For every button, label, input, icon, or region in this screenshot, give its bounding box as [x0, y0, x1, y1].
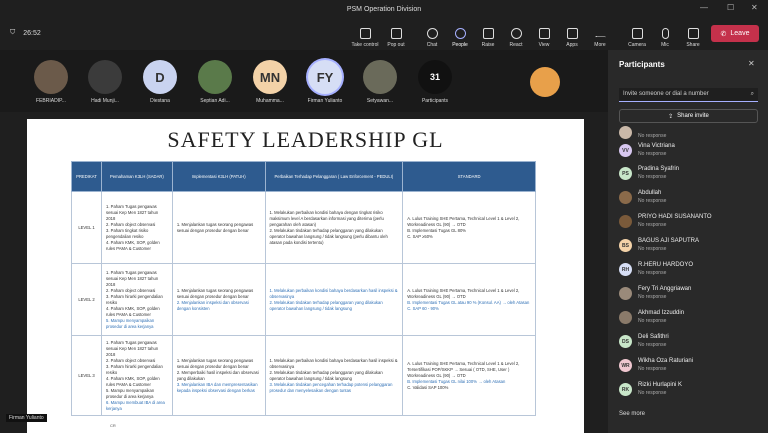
participant-tile[interactable]: MN Muhamma...: [250, 60, 290, 104]
avatar: PS: [619, 167, 632, 180]
shared-slide: [27, 119, 584, 433]
share-button[interactable]: Share: [677, 22, 709, 48]
grid-icon: [539, 28, 550, 39]
avatar: [198, 60, 232, 94]
avatar: [88, 60, 122, 94]
standard-cell: A. Lulus Training SHE Pertama, Technical Level 1 & Level 2, Workreadiness GL (90) → OTD B. Implementasi Tugas GL 80% C. SAP ≥50%: [403, 192, 536, 264]
avatar: D: [143, 60, 177, 94]
list-item[interactable]: No response: [619, 123, 759, 141]
pop-out-icon: [391, 28, 402, 39]
participant-tile[interactable]: FEBRIADIP...: [31, 60, 71, 104]
phone-icon: ✆: [720, 30, 727, 38]
pemahaman-cell: 1. Paham Tugas pengawas sesuai Kep Men 1827 tahun 2018 2. Paham object observasi 3. Paham hirarki pengendalian resiko 4. Paham KMK, SOP, golden rules PAMA & Customer 5. Mampu menyampaikan prosedur di area kerjanya: [102, 264, 173, 336]
header-implementasi: Implementasi K3LH (PATUH): [172, 162, 265, 192]
people-button[interactable]: People: [444, 22, 476, 48]
more-icon: [595, 36, 606, 39]
list-item[interactable]: WR Wikha Oza Raturiani No response: [619, 356, 759, 374]
avatar: MN: [253, 60, 287, 94]
perbaikan-cell: 1. Melakukan perbaikan kondisi bahaya dengan tingkat risiko maksimum level A berdasarkan informasi yang diterima (perlu pengarahan oleh atasan) 2. Melakukan tindakan terhadap pelanggaran yang dilakukan operator bawahan langsung / tidak langsung (perlu dibantu oleh atasan pada kondisi tertentu): [265, 192, 403, 264]
take-control-button[interactable]: Take control: [349, 22, 381, 48]
hand-icon: [483, 28, 494, 39]
window-titlebar: [0, 0, 768, 18]
participant-tile-active-speaker[interactable]: FY Firman Yulianto: [305, 60, 345, 104]
list-item[interactable]: Fery Tri Anggriawan No response: [619, 284, 759, 302]
level-cell: LEVEL 2: [72, 264, 102, 336]
header-perbaikan: Perbaikan Terhadap Pelanggaran ( Law Enforcement - PEDULI): [265, 162, 403, 192]
participants-panel: [608, 50, 768, 433]
avatar: RH: [619, 263, 632, 276]
chat-icon: [427, 28, 438, 39]
meeting-timer: [10, 29, 41, 37]
header-standard: STANDARD: [403, 162, 536, 192]
table-row: [72, 264, 536, 336]
minimize-icon[interactable]: —: [700, 3, 708, 12]
participant-tile[interactable]: Hadi Munji...: [85, 60, 125, 104]
window-title: PSM Operation Division: [346, 5, 422, 13]
avatar: [619, 311, 632, 324]
perbaikan-cell: 1. Melakukan perbaikan kondisi bahaya berdasarkan hasil inspeksi & observasinya 2. Melakukan tindakan terhadap pelanggaran yang dilakukan operator bawahan langsung / tidak langsung 3. Melakukan tindakan pencegahan terhadap potensi pelanggaran prosedur dan menyelesaikan dengan tuntas: [265, 336, 403, 416]
meeting-toolbar: [0, 18, 768, 50]
avatar: WR: [619, 359, 632, 372]
search-icon[interactable]: ⌕: [750, 91, 754, 97]
avatar: FY: [308, 60, 342, 94]
implementasi-cell: 1. Menjalankan tugas seorang pengawas sesuai dengan prosedur dengan benar 2. Menjalankan inspeksi dan observasi dengan konsisten: [172, 264, 265, 336]
avatar: VV: [619, 144, 632, 157]
list-item[interactable]: Abdullah No response: [619, 188, 759, 206]
list-item[interactable]: DS Deli Safithri No response: [619, 332, 759, 350]
implementasi-cell: 1. Menjalankan tugas seorang pengawas sesuai dengan prosedur dengan benar: [172, 192, 265, 264]
mic-button[interactable]: Mic: [649, 22, 681, 48]
list-item[interactable]: Akhmad Izzuddin No response: [619, 308, 759, 326]
close-icon[interactable]: ✕: [748, 59, 755, 68]
list-item[interactable]: BS BAGUS AJI SAPUTRA No response: [619, 236, 759, 254]
slide-title: SAFETY LEADERSHIP GL: [167, 127, 444, 152]
share-icon: [688, 28, 699, 39]
avatar: RK: [619, 383, 632, 396]
chat-button[interactable]: Chat: [416, 22, 448, 48]
see-more-link[interactable]: See more: [619, 411, 646, 417]
participant-strip: [0, 50, 608, 112]
list-item[interactable]: RK Rizki Hurlapini K No response: [619, 380, 759, 398]
view-button[interactable]: View: [528, 22, 560, 48]
level-cell: LEVEL 3: [72, 336, 102, 416]
camera-icon: [632, 28, 643, 39]
participants-count: 31: [418, 60, 452, 94]
list-item[interactable]: RH R.HERU HARDOYO No response: [619, 260, 759, 278]
apps-icon: [567, 28, 578, 39]
avatar: [34, 60, 68, 94]
participants-count-tile[interactable]: 31 Participants: [415, 60, 455, 104]
pop-out-button[interactable]: Pop out: [380, 22, 412, 48]
implementasi-cell: 1. Menjalankan tugas seorang pengawas sesuai dengan prosedur dengan benar 2. Memperbaiki hasil inspeksi dan observasi yang dilakukan 3. Menjalankan IBA dan mempresentasikan kepada inspeksi observasi dengan berkas: [172, 336, 265, 416]
smiley-icon: [511, 28, 522, 39]
avatar: BS: [619, 239, 632, 252]
participant-tile[interactable]: D Diestana: [140, 60, 180, 104]
maximize-icon[interactable]: ☐: [727, 3, 735, 12]
timer-text: 26:52: [23, 29, 41, 37]
camera-button[interactable]: Camera: [621, 22, 653, 48]
shield-icon: ⛉: [10, 29, 16, 36]
perbaikan-cell: 1. Melakukan perbaikan kondisi bahaya berdasarkan hasil inspeksi & observasinya 2. Melakukan tindakan terhadap pelanggaran yang dilakukan operator bawahan langsung / tidak langsung: [265, 264, 403, 336]
react-button[interactable]: React: [500, 22, 532, 48]
avatar: [619, 191, 632, 204]
leave-button[interactable]: ✆ Leave: [711, 25, 759, 42]
invite-input[interactable]: Invite someone or dial a number ⌕: [619, 88, 758, 102]
corner-text: CR: [110, 423, 116, 428]
share-invite-button[interactable]: ⇪ Share invite: [619, 109, 758, 123]
participant-tile[interactable]: Septian Adi...: [195, 60, 235, 104]
header-pemahaman: Pemahaman K3LH (SADAR): [102, 162, 173, 192]
table-row: [72, 336, 536, 416]
speaker-name-tag: Firman Yulianto: [6, 414, 47, 422]
avatar: DS: [619, 335, 632, 348]
avatar: [530, 67, 560, 97]
mic-muted-icon: [662, 28, 669, 39]
raise-hand-button[interactable]: Raise: [472, 22, 504, 48]
pemahaman-cell: 1. Paham Tugas pengawas sesuai Kep Men 1827 tahun 2018 2. Paham object observasi 3. Paham tingkat risiko pengendalian resiko 4. Paham KMK, SOP, golden rules PAMA & Customer: [102, 192, 173, 264]
list-item[interactable]: PS Pradina Syafrin No response: [619, 164, 759, 182]
standard-cell: A. Lulus Training SHE Pertama, Technical Level 1 & Level 2, Tersertifikasi POP/SKKP → Sesuai ( OTD, SHE, User ) Workreadiness GL (90) → OTD B. Implementasi Tugas GL nilai 100% → oleh Atasan C. Validasi SAP 100%: [403, 336, 536, 416]
avatar: [363, 60, 397, 94]
list-item[interactable]: PRIYO HADI SUSANANTO No response: [619, 212, 759, 230]
standard-cell: A. Lulus Training SHE Pertama, Technical Level 1 & Level 2, Workreadiness GL (90) → OTD B. Implementasi Tugas GL atau 90 % (Konsul. AA) → oleh Atasan C. SAP 60 - 90%: [403, 264, 536, 336]
apps-button[interactable]: Apps: [556, 22, 588, 48]
level-cell: LEVEL 1: [72, 192, 102, 264]
avatar: [619, 126, 632, 139]
take-control-icon: [360, 28, 371, 39]
close-window-icon[interactable]: ✕: [751, 3, 758, 12]
list-item[interactable]: VV Vina Victriana No response: [619, 141, 759, 159]
leadership-table: [71, 161, 536, 416]
avatar: [619, 287, 632, 300]
header-predikat: PREDIKAT: [72, 162, 102, 192]
people-icon: [455, 28, 466, 39]
pemahaman-cell: 1. Paham Tugas pengawas sesuai Kep Men 1827 tahun 2018 2. Paham object observasi 3. Paham hirarki pengendalian resiko 4. Paham KMK, SOP, golden rules PAMA & Customer 5. Mampu menyampaikan prosedur di area kerjanya 6. Mampu membuat IBA di area kerjanya: [102, 336, 173, 416]
participant-tile[interactable]: Setyawan...: [360, 60, 400, 104]
panel-title: Participants: [619, 60, 665, 69]
share-icon: ⇪: [668, 113, 674, 120]
table-row: [72, 192, 536, 264]
more-button[interactable]: More: [584, 22, 616, 48]
avatar: [619, 215, 632, 228]
